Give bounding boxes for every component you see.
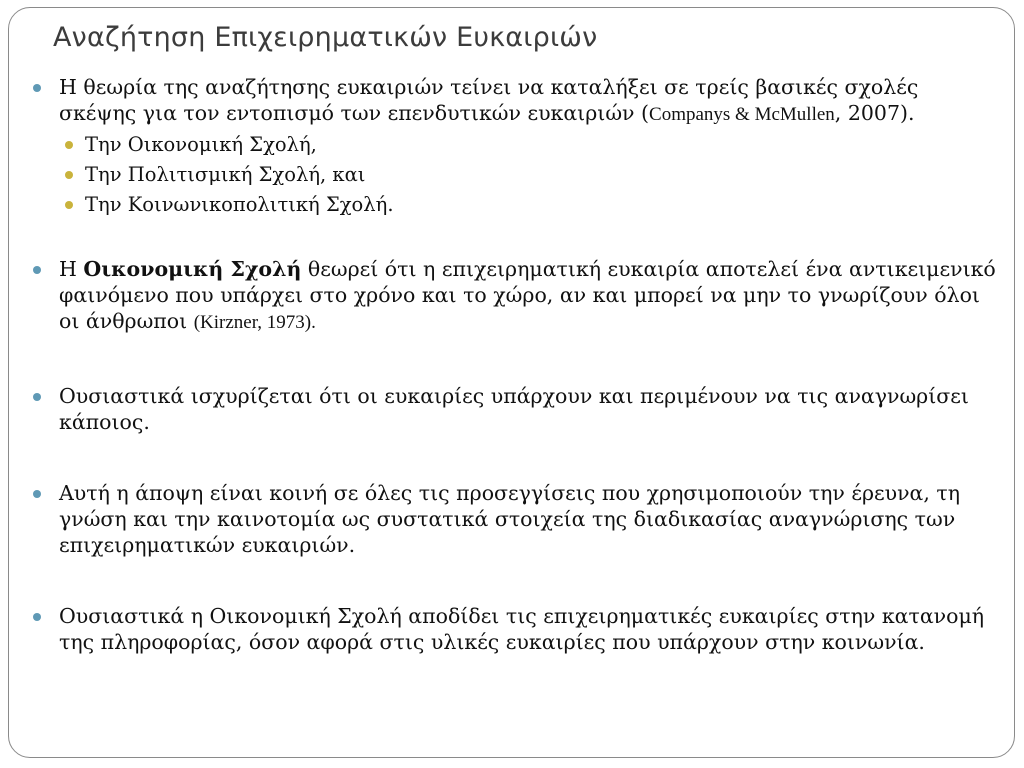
citation: (Kirzner, 1973). <box>193 312 316 333</box>
sub-item-text: Την Κοινωνικοπολιτική Σχολή. <box>85 193 394 216</box>
bullet-schools-of-thought <box>27 74 1002 128</box>
bullet-lead: Η <box>59 257 84 281</box>
bullet-text: Ουσιαστικά ισχυρίζεται ότι οι ευκαιρίες υπάρχουν και περιμένουν να τις αναγνωρίσει κάποιος. <box>59 384 969 434</box>
sub-list-schools <box>27 130 1002 220</box>
slide-title: Αναζήτηση Επιχειρηματικών Ευκαιριών <box>53 22 598 53</box>
bullet-text-end: , 2007). <box>834 101 915 125</box>
sub-bullet-dot-icon <box>65 201 73 209</box>
bullet-text: Αυτή η άποψη είναι κοινή σε όλες τις προσεγγίσεις που χρησιμοποιούν την έρευνα, τη γνώση και την καινοτομία ως συστατικά στοιχεία της διαδικασίας αναγνώρισης των επιχειρηματικών ευκαιριών. <box>59 481 961 557</box>
bullet-common-view <box>27 480 1002 558</box>
sub-item-sociopolitical-school <box>27 190 1002 220</box>
sub-item-cultural-school <box>27 160 1002 190</box>
citation: Companys & McMullen <box>649 104 835 125</box>
bullet-opportunities-exist <box>27 383 1002 435</box>
bullet-dot-icon <box>33 266 41 274</box>
sub-bullet-dot-icon <box>65 171 73 179</box>
sub-item-text: Την Οικονομική Σχολή, <box>85 133 317 156</box>
bullet-text: Ουσιαστικά η Οικονομική Σχολή αποδίδει τις επιχειρηματικές ευκαιρίες στην κατανομή της πληροφορίας, όσον αφορά στις υλικές ευκαιρίες που υπάρχουν στην κοινωνία. <box>59 604 985 654</box>
sub-item-text: Την Πολιτισμική Σχολή, και <box>85 163 366 186</box>
bullet-bold-term: Οικονομική Σχολή <box>83 257 302 281</box>
bullet-text: θεωρεί ότι η επιχειρηματική ευκαιρία αποτελεί ένα αντικειμενικό φαινόμενο που υπάρχει στο χρόνο και το χώρο, αν και μπορεί να μην το γνωρίζουν όλοι οι άνθρωποι <box>59 257 996 333</box>
bullet-information-distribution <box>27 603 1002 655</box>
slide-content <box>27 74 1002 655</box>
bullet-dot-icon <box>33 613 41 621</box>
sub-item-economic-school <box>27 130 1002 160</box>
slide <box>8 7 1015 758</box>
bullet-text: Η θεωρία της αναζήτησης ευκαιριών τείνει να καταλήξει σε τρείς βασικές σχολές σκέψης για τον εντοπισμό των επενδυτικών ευκαιριών ( <box>59 75 919 125</box>
sub-bullet-dot-icon <box>65 141 73 149</box>
bullet-dot-icon <box>33 490 41 498</box>
bullet-dot-icon <box>33 84 41 92</box>
bullet-economic-school <box>27 256 1002 336</box>
bullet-dot-icon <box>33 393 41 401</box>
